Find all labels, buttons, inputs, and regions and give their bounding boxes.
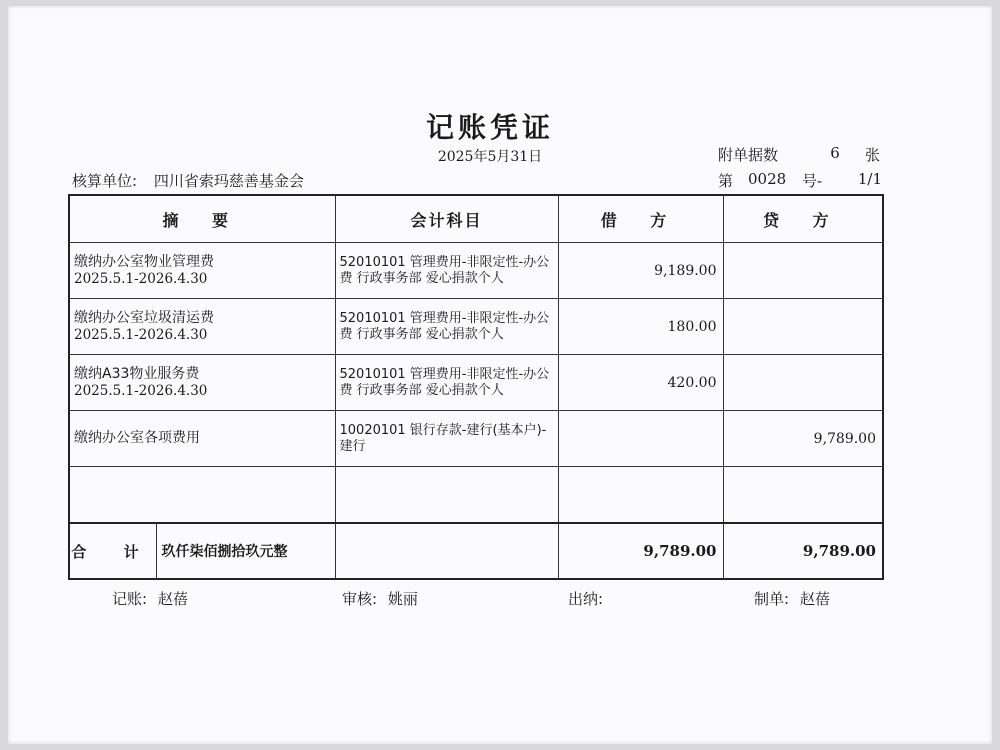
voucher-no-prefix: 第 <box>718 172 734 190</box>
summary-text: 缴纳办公室物业管理费 <box>74 253 214 270</box>
row-subject <box>335 467 558 524</box>
total-label: 合 计 <box>70 524 157 578</box>
summary-range: 2025.5.1-2026.4.30 <box>74 270 208 287</box>
attachments-number: 6 <box>830 144 840 162</box>
row-debit: 420.00 <box>558 355 723 411</box>
total-words: 玖仟柒佰捌拾玖元整 <box>157 523 380 579</box>
row-debit <box>558 411 723 467</box>
unit-name: 四川省索玛慈善基金会 <box>153 172 304 190</box>
summary-range: 2025.5.1-2026.4.30 <box>74 382 208 399</box>
bookkeeper-name: 赵蓓 <box>157 590 188 608</box>
attachments-unit: 张 <box>864 146 880 164</box>
table-row <box>69 299 883 355</box>
row-summary <box>69 355 335 411</box>
reviewer-label: 审核: <box>342 590 378 608</box>
summary-text: 缴纳办公室垃圾清运费 <box>74 309 214 326</box>
row-debit <box>558 467 723 524</box>
voucher-no-value: 0028 <box>748 170 787 188</box>
attachments-label: 附单据数 <box>718 146 779 164</box>
row-subject: 52010101 管理费用-非限定性-办公费 行政事务部 爱心捐款个人 <box>335 299 558 355</box>
table-row <box>69 243 883 299</box>
voucher-date: 2025年5月31日 <box>437 149 543 165</box>
table-row <box>69 411 883 467</box>
row-credit <box>723 467 883 524</box>
total-row <box>69 523 883 579</box>
header-debit: 借 方 <box>558 195 723 243</box>
table-row-empty <box>69 467 883 524</box>
row-summary <box>69 243 335 299</box>
table-header <box>69 195 883 243</box>
preparer-label: 制单: <box>754 590 790 608</box>
accounting-unit <box>72 170 304 191</box>
row-subject: 52010101 管理费用-非限定性-办公费 行政事务部 爱心捐款个人 <box>335 355 558 411</box>
summary-range: 2025.5.1-2026.4.30 <box>74 326 208 343</box>
voucher-page: 1/1 <box>857 170 882 188</box>
row-debit: 180.00 <box>558 299 723 355</box>
bookkeeper-label: 记账: <box>112 590 148 608</box>
voucher-title: 记账凭证 <box>425 111 554 144</box>
header-credit: 贷 方 <box>723 195 883 243</box>
total-credit: 9,789.00 <box>723 523 883 579</box>
summary-text: 缴纳办公室各项费用 <box>74 430 200 446</box>
reviewer-signature <box>342 588 418 609</box>
row-credit <box>723 243 883 299</box>
row-debit: 9,189.00 <box>558 243 723 299</box>
row-summary <box>69 467 335 524</box>
row-credit: 9,789.00 <box>723 411 883 467</box>
row-subject: 52010101 管理费用-非限定性-办公费 行政事务部 爱心捐款个人 <box>335 243 558 299</box>
attachments-count <box>718 144 880 165</box>
reviewer-name: 姚丽 <box>387 590 418 608</box>
header-subject: 会计科目 <box>335 195 558 243</box>
voucher-number <box>718 170 882 191</box>
bookkeeper-signature <box>112 588 188 609</box>
total-debit: 9,789.00 <box>558 523 723 579</box>
row-summary <box>69 411 335 467</box>
cashier-label: 出纳: <box>568 590 604 608</box>
cashier-signature <box>568 588 609 609</box>
row-credit <box>723 355 883 411</box>
header-summary: 摘 要 <box>69 195 335 243</box>
table-row <box>69 355 883 411</box>
summary-text: 缴纳A33物业服务费 <box>74 365 200 382</box>
voucher-no-suffix: 号- <box>802 172 823 190</box>
row-credit <box>723 299 883 355</box>
row-subject: 10020101 银行存款-建行(基本户)-建行 <box>335 411 558 467</box>
voucher-table <box>68 194 884 580</box>
preparer-signature <box>754 588 830 609</box>
row-summary <box>69 299 335 355</box>
preparer-name: 赵蓓 <box>799 590 830 608</box>
unit-label: 核算单位: <box>72 172 138 190</box>
